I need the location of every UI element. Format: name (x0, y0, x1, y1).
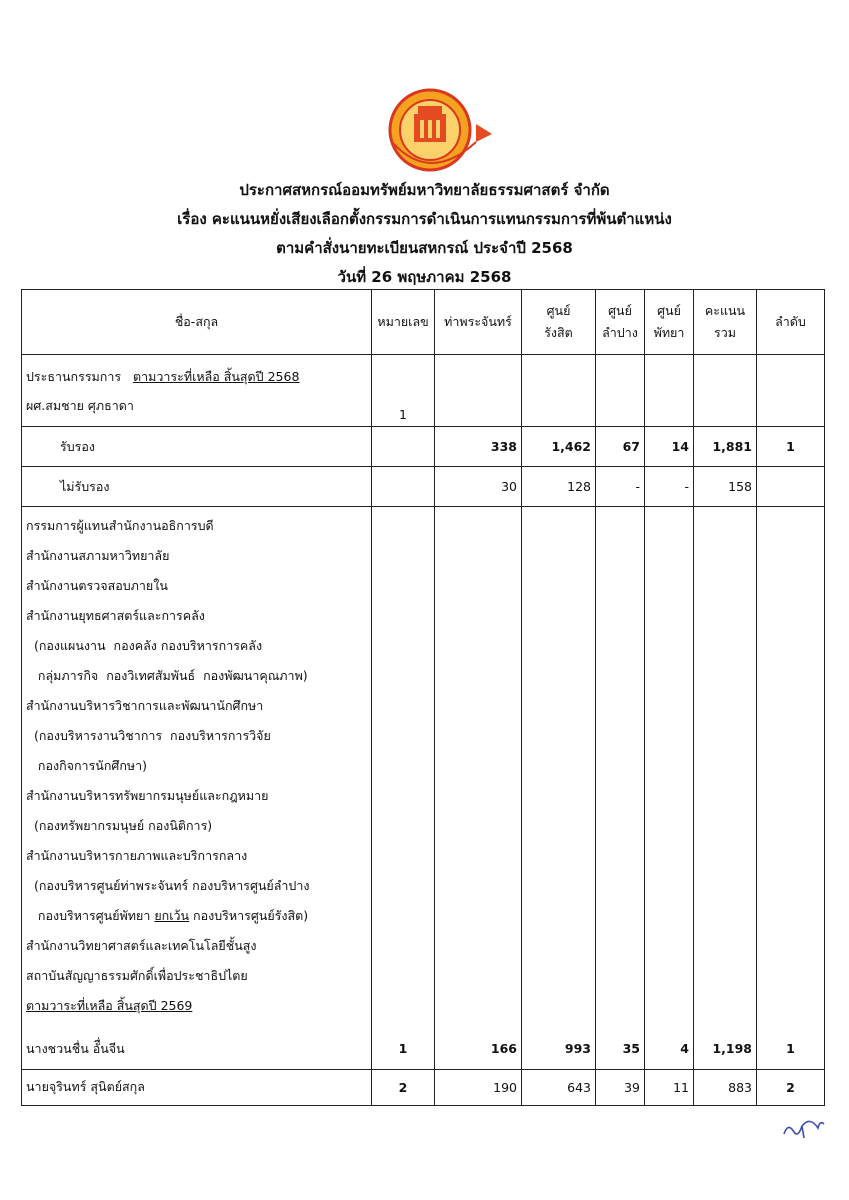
reject-pattaya: - (645, 467, 694, 507)
reject-rangsit: 128 (522, 467, 596, 507)
reject-label: ไม่รับรอง (22, 467, 372, 507)
approve-row (22, 427, 825, 467)
candidate-rangsit: 993 (522, 1029, 596, 1069)
unit-line: กองกิจการนักศึกษา) (26, 758, 148, 773)
table-header-row (22, 290, 825, 355)
signature-mark (780, 1112, 826, 1142)
approve-label: รับรอง (22, 427, 372, 467)
unit-line: กองบริหารศูนย์พัทยา ยกเว้น กองบริหารศูนย์รังสิต) (26, 908, 309, 923)
candidate-pattaya: 11 (645, 1069, 694, 1105)
reject-tha: 30 (435, 467, 522, 507)
unit-line: สำนักงานวิทยาศาสตร์และเทคโนโลยีชั้นสูง (26, 938, 257, 953)
candidate-lampang: 39 (596, 1069, 645, 1105)
section2-units (22, 507, 372, 1030)
unit-line: สำนักงานบริหารทรัพยากรมนุษย์และกฎหมาย (26, 788, 269, 803)
title-line-3: ตามคำสั่งนายทะเบียนสหกรณ์ ประจำปี 2568 (276, 239, 573, 257)
col-pattaya-header: ศูนย์ พัทยา (645, 290, 694, 355)
unit-line: สำนักงานบริหารกายภาพและบริการกลาง (26, 848, 248, 863)
candidate-rank: 2 (757, 1069, 825, 1105)
candidate-tha: 190 (435, 1069, 522, 1105)
col-name-header: ชื่อ-สกุล (22, 290, 372, 355)
candidate-total: 883 (694, 1069, 757, 1105)
unit-line: สำนักงานสภามหาวิทยาลัย (26, 548, 170, 563)
col-rangsit-header: ศูนย์ รังสิต (522, 290, 596, 355)
candidate-no: 1 (372, 1029, 435, 1069)
section1-candidate-name: ผศ.สมชาย ศุภธาดา (22, 387, 372, 427)
candidate-pattaya: 4 (645, 1029, 694, 1069)
approve-rangsit: 1,462 (522, 427, 596, 467)
section1-candidate-no: 1 (372, 387, 435, 427)
unit-line: กลุ่มภารกิจ กองวิเทศสัมพันธ์ กองพัฒนาคุณภาพ) (26, 668, 308, 683)
unit-line: (กองแผนงาน กองคลัง กองบริหารการคลัง (26, 638, 263, 653)
vote-results-table (21, 289, 825, 1106)
approve-lampang: 67 (596, 427, 645, 467)
unit-line: (กองบริหารศูนย์ท่าพระจันทร์ กองบริหารศูนย์ลำปาง (26, 878, 310, 893)
cooperative-seal-logo (380, 84, 498, 180)
col-lampang-header: ศูนย์ ลำปาง (596, 290, 645, 355)
section1-heading-row (22, 355, 825, 387)
col-tha-header: ท่าพระจันทร์ (435, 290, 522, 355)
unit-line: สำนักงานยุทธศาสตร์และการคลัง (26, 608, 205, 623)
except-word: ยกเว้น (154, 908, 190, 923)
section2-term: ตามวาระที่เหลือ สิ้นสุดปี 2569 (26, 998, 193, 1013)
reject-row (22, 467, 825, 507)
candidate-rank: 1 (757, 1029, 825, 1069)
section1-heading: ประธานกรรมการ (26, 368, 122, 384)
title-line-4: วันที่ 26 พฤษภาคม 2568 (337, 268, 512, 286)
reject-lampang: - (596, 467, 645, 507)
candidate-name: นายจุรินทร์ สุนิตย์สกุล (22, 1069, 372, 1105)
col-number-header: หมายเลข (372, 290, 435, 355)
title-line-1: ประกาศสหกรณ์ออมทรัพย์มหาวิทยาลัยธรรมศาสตร์ จำกัด (239, 181, 610, 199)
col-total-header: คะแนน รวม (694, 290, 757, 355)
approve-pattaya: 14 (645, 427, 694, 467)
section1-candidate-row (22, 387, 825, 427)
unit-line: สถาบันสัญญาธรรมศักดิ์เพื่อประชาธิปไตย (26, 968, 248, 983)
candidate-lampang: 35 (596, 1029, 645, 1069)
candidate-name: นางชวนชื่น อัื่นจีน (22, 1029, 372, 1069)
candidate-tha: 166 (435, 1029, 522, 1069)
section1-term: ตามวาระที่เหลือ สิ้นสุดปี 2568 (133, 368, 300, 384)
unit-line: (กองทรัพยากรมนุษย์ กองนิติการ) (26, 818, 213, 833)
reject-total: 158 (694, 467, 757, 507)
unit-line: สำนักงานตรวจสอบภายใน (26, 578, 168, 593)
title-line-2: เรื่อง คะแนนหยั่งเสียงเลือกตั้งกรรมการดำเนินการแทนกรรมการที่พ้นตำแหน่ง (177, 210, 672, 228)
approve-tha: 338 (435, 427, 522, 467)
section2-units-row (22, 507, 825, 1030)
col-rank-header: ลำดับ (757, 290, 825, 355)
candidate-no: 2 (372, 1069, 435, 1105)
unit-line: กรรมการผู้แทนสำนักงานอธิการบดี (26, 518, 214, 533)
unit-line: สำนักงานบริหารวิชาการและพัฒนานักศึกษา (26, 698, 264, 713)
unit-line: (กองบริหารงานวิชาการ กองบริหารการวิจัย (26, 728, 271, 743)
approve-total: 1,881 (694, 427, 757, 467)
candidate-row (22, 1069, 825, 1105)
approve-rank: 1 (757, 427, 825, 467)
announcement-title (0, 176, 849, 292)
candidate-rangsit: 643 (522, 1069, 596, 1105)
candidate-total: 1,198 (694, 1029, 757, 1069)
candidate-row (22, 1029, 825, 1069)
